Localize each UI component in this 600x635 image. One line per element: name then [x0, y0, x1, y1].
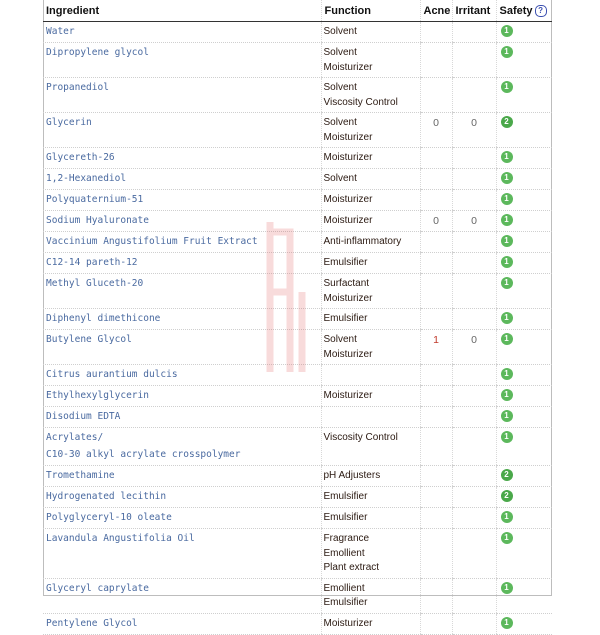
acne-score — [420, 22, 452, 43]
safety-cell — [496, 613, 552, 634]
irritant-score — [452, 309, 496, 330]
function-label: Moisturizer — [323, 617, 373, 629]
ingredient-link[interactable] — [43, 487, 321, 508]
acne-score — [420, 78, 452, 113]
table-row — [43, 613, 552, 634]
ingredient-name[interactable]: Acrylates/ — [46, 432, 104, 443]
safety-cell — [496, 211, 552, 232]
function-label: Moisturizer — [323, 348, 373, 360]
function-cell — [321, 78, 420, 113]
acne-score — [420, 613, 452, 634]
safety-badge[interactable]: 2 — [501, 116, 513, 128]
safety-badge[interactable]: 1 — [501, 431, 513, 443]
function-label: Solvent — [323, 82, 357, 93]
ingredient-name[interactable]: Pentylene Glycol — [46, 617, 138, 629]
table-row — [43, 309, 552, 330]
function-cell — [321, 113, 420, 148]
table-row — [43, 148, 552, 169]
ingredient-name[interactable]: Diphenyl dimethicone — [46, 313, 161, 324]
ingredient-link[interactable] — [43, 407, 321, 428]
function-cell — [321, 365, 420, 386]
table-row — [43, 78, 552, 113]
ingredient-link[interactable] — [43, 190, 321, 211]
ingredient-name[interactable]: C12-14 pareth-12 — [46, 257, 138, 268]
acne-score — [420, 148, 452, 169]
acne-score — [420, 578, 452, 613]
irritant-score — [452, 466, 496, 487]
safety-badge[interactable]: 1 — [501, 172, 513, 184]
safety-cell — [496, 428, 552, 466]
acne-score — [420, 529, 452, 579]
acne-score — [420, 365, 452, 386]
irritant-score — [452, 407, 496, 428]
ingredient-link[interactable] — [43, 113, 321, 148]
table-row — [43, 113, 552, 148]
table-row — [43, 190, 552, 211]
irritant-score: 0 — [452, 330, 496, 365]
ingredient-link[interactable] — [43, 22, 321, 43]
function-label: Emollient — [323, 582, 365, 594]
table-row — [43, 428, 552, 466]
safety-cell — [496, 466, 552, 487]
table-row — [43, 578, 552, 613]
function-label: Emulsifier — [323, 597, 368, 608]
acne-score — [420, 232, 452, 253]
table-row — [43, 508, 552, 529]
irritant-score — [452, 529, 496, 579]
safety-cell — [496, 190, 552, 211]
irritant-score — [452, 169, 496, 190]
safety-cell — [496, 78, 552, 113]
function-cell — [321, 487, 420, 508]
safety-badge[interactable]: 1 — [501, 368, 513, 380]
ingredient-name[interactable]: Lavandula Angustifolia Oil — [46, 533, 195, 544]
ingredient-link[interactable] — [43, 148, 321, 169]
ingredient-link[interactable] — [43, 78, 321, 113]
function-label: Emulsifier — [323, 257, 368, 268]
safety-badge[interactable]: 1 — [501, 151, 513, 163]
function-label: Plant extract — [323, 562, 380, 573]
function-cell — [321, 274, 420, 309]
ingredient-name[interactable]: Glycereth-26 — [46, 152, 115, 163]
irritant-score: 0 — [452, 211, 496, 232]
ingredient-link[interactable] — [43, 386, 321, 407]
acne-score: 0 — [420, 211, 452, 232]
safety-badge[interactable]: 1 — [501, 256, 513, 268]
acne-score — [420, 428, 452, 466]
function-label: Emulsifier — [323, 512, 368, 523]
function-cell — [321, 386, 420, 407]
safety-cell — [496, 407, 552, 428]
acne-score — [420, 466, 452, 487]
function-label: Solvent — [323, 47, 357, 58]
irritant-score — [452, 428, 496, 466]
safety-badge[interactable]: 1 — [501, 617, 513, 629]
irritant-score — [452, 386, 496, 407]
header-function[interactable]: Function — [321, 0, 420, 22]
safety-cell — [496, 309, 552, 330]
safety-cell — [496, 508, 552, 529]
irritant-score — [452, 148, 496, 169]
ingredient-link[interactable] — [43, 365, 321, 386]
safety-cell — [496, 578, 552, 613]
function-label: pH Adjusters — [323, 470, 381, 481]
table-row — [43, 22, 552, 43]
safety-cell — [496, 487, 552, 508]
ingredient-link[interactable] — [43, 253, 321, 274]
ingredients-table — [43, 0, 552, 635]
acne-score — [420, 508, 452, 529]
safety-cell — [496, 274, 552, 309]
function-label: Solvent — [323, 334, 357, 345]
function-cell — [321, 169, 420, 190]
safety-badge[interactable]: 1 — [501, 532, 513, 544]
ingredient-name[interactable]: Hydrogenated lecithin — [46, 491, 167, 502]
function-cell — [321, 428, 420, 466]
ingredient-link[interactable] — [43, 169, 321, 190]
function-label: Moisturizer — [323, 152, 373, 163]
function-cell — [321, 613, 420, 634]
acne-score — [420, 407, 452, 428]
irritant-score — [452, 613, 496, 634]
irritant-score — [452, 578, 496, 613]
irritant-score — [452, 232, 496, 253]
ingredient-name[interactable]: Disodium EDTA — [46, 411, 121, 422]
ingredient-name[interactable]: Methyl Gluceth-20 — [46, 278, 144, 289]
ingredient-name[interactable]: Tromethamine — [46, 470, 115, 481]
ingredient-name[interactable]: Citrus aurantium dulcis — [46, 369, 178, 380]
ingredient-link[interactable] — [43, 330, 321, 365]
ingredient-link[interactable] — [43, 466, 321, 487]
ingredient-link[interactable] — [43, 508, 321, 529]
ingredient-name[interactable]: 1,2-Hexanediol — [46, 173, 127, 184]
header-ingredient[interactable]: Ingredient — [43, 0, 321, 22]
safety-badge[interactable]: 1 — [501, 312, 513, 324]
ingredient-name[interactable]: Water — [46, 26, 75, 37]
safety-cell — [496, 113, 552, 148]
acne-score — [420, 190, 452, 211]
ingredient-name[interactable]: Ethylhexylglycerin — [46, 390, 149, 401]
function-cell — [321, 253, 420, 274]
function-label: Viscosity Control — [323, 432, 398, 443]
table-row — [43, 529, 552, 579]
function-cell — [321, 407, 420, 428]
safety-badge[interactable]: 1 — [501, 582, 513, 594]
irritant-score — [452, 190, 496, 211]
safety-badge[interactable]: 1 — [501, 214, 513, 226]
function-cell — [321, 466, 420, 487]
safety-cell — [496, 148, 552, 169]
header-row — [43, 0, 552, 22]
table-row — [43, 211, 552, 232]
ingredient-name[interactable]: Sodium Hyaluronate — [46, 215, 149, 226]
safety-cell — [496, 365, 552, 386]
ingredient-link[interactable] — [43, 211, 321, 232]
ingredient-link[interactable] — [43, 274, 321, 309]
function-cell — [321, 508, 420, 529]
function-label: Moisturizer — [323, 292, 373, 304]
ingredient-link[interactable] — [43, 578, 321, 613]
safety-badge[interactable]: 1 — [501, 410, 513, 422]
acne-score — [420, 386, 452, 407]
function-cell — [321, 22, 420, 43]
acne-score — [420, 309, 452, 330]
irritant-score — [452, 78, 496, 113]
function-cell — [321, 529, 420, 579]
function-label: Moisturizer — [323, 61, 373, 73]
function-label: Solvent — [323, 26, 357, 37]
irritant-score — [452, 43, 496, 78]
header-irritant[interactable]: Irritant — [452, 0, 496, 22]
safety-badge[interactable]: 1 — [501, 277, 513, 289]
ingredient-name[interactable]: Propanediol — [46, 82, 109, 93]
function-label: Emulsifier — [323, 313, 368, 324]
function-label: Moisturizer — [323, 194, 373, 205]
table-row — [43, 253, 552, 274]
ingredient-link[interactable] — [43, 43, 321, 78]
table-row — [43, 487, 552, 508]
safety-badge[interactable]: 1 — [501, 81, 513, 93]
irritant-score — [452, 253, 496, 274]
function-label: Solvent — [323, 117, 357, 128]
ingredient-link[interactable] — [43, 309, 321, 330]
irritant-score — [452, 365, 496, 386]
safety-cell — [496, 253, 552, 274]
function-label: Moisturizer — [323, 131, 373, 143]
acne-score: 0 — [420, 113, 452, 148]
ingredient-name[interactable]: Dipropylene glycol — [46, 47, 149, 58]
header-safety[interactable] — [496, 0, 552, 22]
table-row — [43, 169, 552, 190]
function-label: Moisturizer — [323, 215, 373, 226]
irritant-score: 0 — [452, 113, 496, 148]
ingredient-link[interactable] — [43, 529, 321, 579]
acne-score — [420, 274, 452, 309]
safety-cell — [496, 330, 552, 365]
safety-cell — [496, 529, 552, 579]
ingredient-name[interactable]: Polyquaternium-51 — [46, 194, 144, 205]
table-row — [43, 330, 552, 365]
table-row — [43, 43, 552, 78]
function-label: Anti-inflammatory — [323, 236, 402, 247]
ingredient-name[interactable]: Glycerin — [46, 117, 92, 128]
irritant-score — [452, 274, 496, 309]
safety-cell — [496, 169, 552, 190]
acne-score — [420, 43, 452, 78]
ingredient-name[interactable]: Glyceryl caprylate — [46, 582, 149, 594]
table-row — [43, 232, 552, 253]
ingredient-link[interactable] — [43, 428, 321, 466]
ingredient-link[interactable] — [43, 613, 321, 634]
safety-cell — [496, 232, 552, 253]
safety-badge[interactable]: 1 — [501, 46, 513, 58]
safety-badge[interactable]: 1 — [501, 333, 513, 345]
function-label: Viscosity Control — [323, 96, 398, 108]
table-row — [43, 386, 552, 407]
function-label: Surfactant — [323, 278, 370, 289]
help-icon[interactable]: ? — [535, 5, 547, 17]
safety-badge[interactable]: 1 — [501, 25, 513, 37]
safety-badge[interactable]: 1 — [501, 235, 513, 247]
function-cell — [321, 43, 420, 78]
function-label: Fragrance — [323, 533, 370, 544]
irritant-score — [452, 487, 496, 508]
function-cell — [321, 330, 420, 365]
ingredient-name[interactable]: Butylene Glycol — [46, 334, 132, 345]
ingredient-name[interactable]: Polyglyceryl-10 oleate — [46, 512, 172, 523]
safety-badge[interactable]: 2 — [501, 469, 513, 481]
header-acne[interactable]: Acne — [420, 0, 452, 22]
function-cell — [321, 148, 420, 169]
table-row — [43, 274, 552, 309]
function-cell — [321, 232, 420, 253]
header-safety-label: Safety — [499, 4, 533, 17]
table-row — [43, 466, 552, 487]
acne-score: 1 — [420, 330, 452, 365]
safety-cell — [496, 386, 552, 407]
safety-badge[interactable]: 1 — [501, 511, 513, 523]
function-cell — [321, 309, 420, 330]
safety-cell — [496, 22, 552, 43]
function-cell — [321, 211, 420, 232]
function-cell — [321, 190, 420, 211]
acne-score — [420, 487, 452, 508]
acne-score — [420, 169, 452, 190]
safety-badge[interactable]: 2 — [501, 490, 513, 502]
ingredient-link[interactable] — [43, 232, 321, 253]
table-row — [43, 365, 552, 386]
acne-score — [420, 253, 452, 274]
table-row — [43, 407, 552, 428]
irritant-score — [452, 508, 496, 529]
ingredient-name[interactable]: C10-30 alkyl acrylate crosspolymer — [46, 449, 241, 460]
function-label: Moisturizer — [323, 390, 373, 401]
function-cell — [321, 578, 420, 613]
ingredient-name[interactable]: Vaccinium Angustifolium Fruit Extract — [46, 236, 258, 247]
function-label: Emollient — [323, 547, 365, 559]
function-label: Emulsifier — [323, 491, 368, 502]
safety-badge[interactable]: 1 — [501, 389, 513, 401]
safety-cell — [496, 43, 552, 78]
safety-badge[interactable]: 1 — [501, 193, 513, 205]
irritant-score — [452, 22, 496, 43]
function-label: Solvent — [323, 173, 357, 184]
